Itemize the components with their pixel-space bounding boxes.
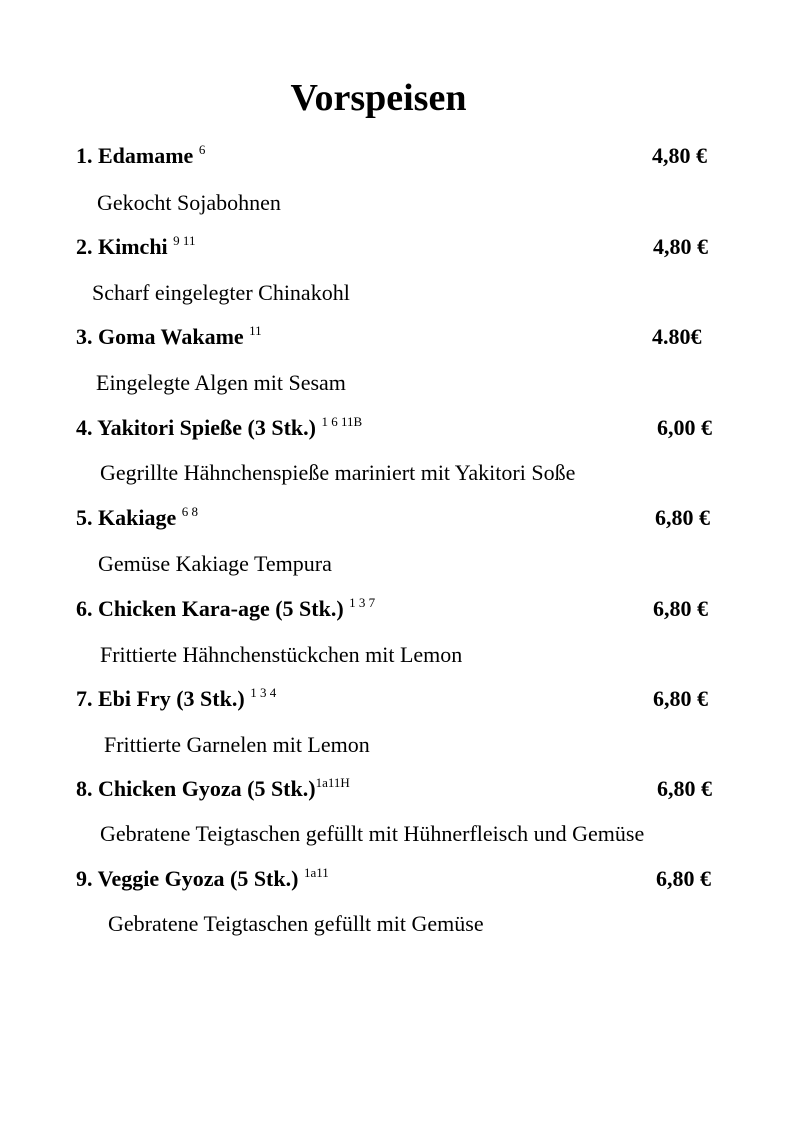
item-name: 5. Kakiage $^{6 8}$	[76, 504, 198, 530]
item-description: Eingelegte Algen mit Sesam	[96, 370, 346, 395]
item-price: 6,80 €	[655, 505, 710, 530]
allergen-codes: 1 3 4	[250, 685, 277, 700]
item-name: 3. Goma Wakame $^{11}$	[76, 323, 262, 349]
menu-item-veggie-gyoza	[0, 866, 793, 956]
item-price: 6,80 €	[657, 776, 712, 801]
item-description: Gekocht Sojabohnen	[97, 190, 281, 215]
allergen-codes: 9 11	[173, 233, 196, 248]
menu-item-chicken-gyoza	[0, 776, 793, 866]
menu-item-yakitori	[0, 415, 793, 505]
menu-item-edamame	[0, 143, 793, 233]
item-name: 6. Chicken Kara-age (5 Stk.) $^{1 3 7}$	[76, 595, 376, 621]
item-name: 2. Kimchi $^{9 11}$	[76, 233, 196, 259]
item-description: Frittierte Garnelen mit Lemon	[104, 732, 370, 757]
menu-item-goma-wakame	[0, 324, 793, 414]
allergen-codes: 6	[198, 142, 206, 157]
item-price: 4,80 €	[652, 143, 707, 168]
allergen-codes: 1a11H	[315, 775, 350, 790]
item-description: Scharf eingelegter Chinakohl	[92, 280, 350, 305]
menu-item-kakiage	[0, 505, 793, 595]
allergen-codes: 1a11	[303, 865, 329, 880]
item-description: Gebratene Teigtaschen gefüllt mit Gemüse	[108, 911, 484, 936]
item-price: 6,80 €	[653, 686, 708, 711]
allergen-codes: 6 8	[181, 504, 198, 519]
page-title: Vorspeisen	[290, 77, 467, 119]
item-price: 6,80 €	[656, 866, 711, 891]
item-price: 4,80 €	[653, 234, 708, 259]
item-name: 9. Veggie Gyoza (5 Stk.) $^{1a11}$	[76, 865, 329, 891]
menu-item-kimchi	[0, 234, 793, 324]
allergen-codes: 11	[249, 323, 262, 338]
item-name: 8. Chicken Gyoza (5 Stk.)$^{1a11H}$	[76, 775, 350, 801]
item-name: 7. Ebi Fry (3 Stk.) $^{1 3 4}$	[76, 685, 277, 711]
item-name: 1. Edamame $^6$	[76, 142, 206, 168]
item-description: Gebratene Teigtaschen gefüllt mit Hühnerfleisch und Gemüse	[100, 821, 645, 846]
menu-item-ebi-fry	[0, 686, 793, 776]
item-description: Frittierte Hähnchenstückchen mit Lemon	[100, 642, 463, 667]
item-description: Gegrillte Hähnchenspieße mariniert mit Yakitori Soße	[100, 460, 576, 485]
allergen-codes: 1 6 11B	[321, 414, 363, 429]
item-price: 6,80 €	[653, 596, 708, 621]
item-description: Gemüse Kakiage Tempura	[98, 551, 332, 576]
item-price: 6,00 €	[657, 415, 712, 440]
allergen-codes: 1 3 7	[349, 595, 376, 610]
item-price: 4.80€	[652, 324, 702, 349]
menu-item-kara-age	[0, 596, 793, 686]
item-name: 4. Yakitori Spieße (3 Stk.) $^{1 6 11B}$	[76, 414, 363, 440]
